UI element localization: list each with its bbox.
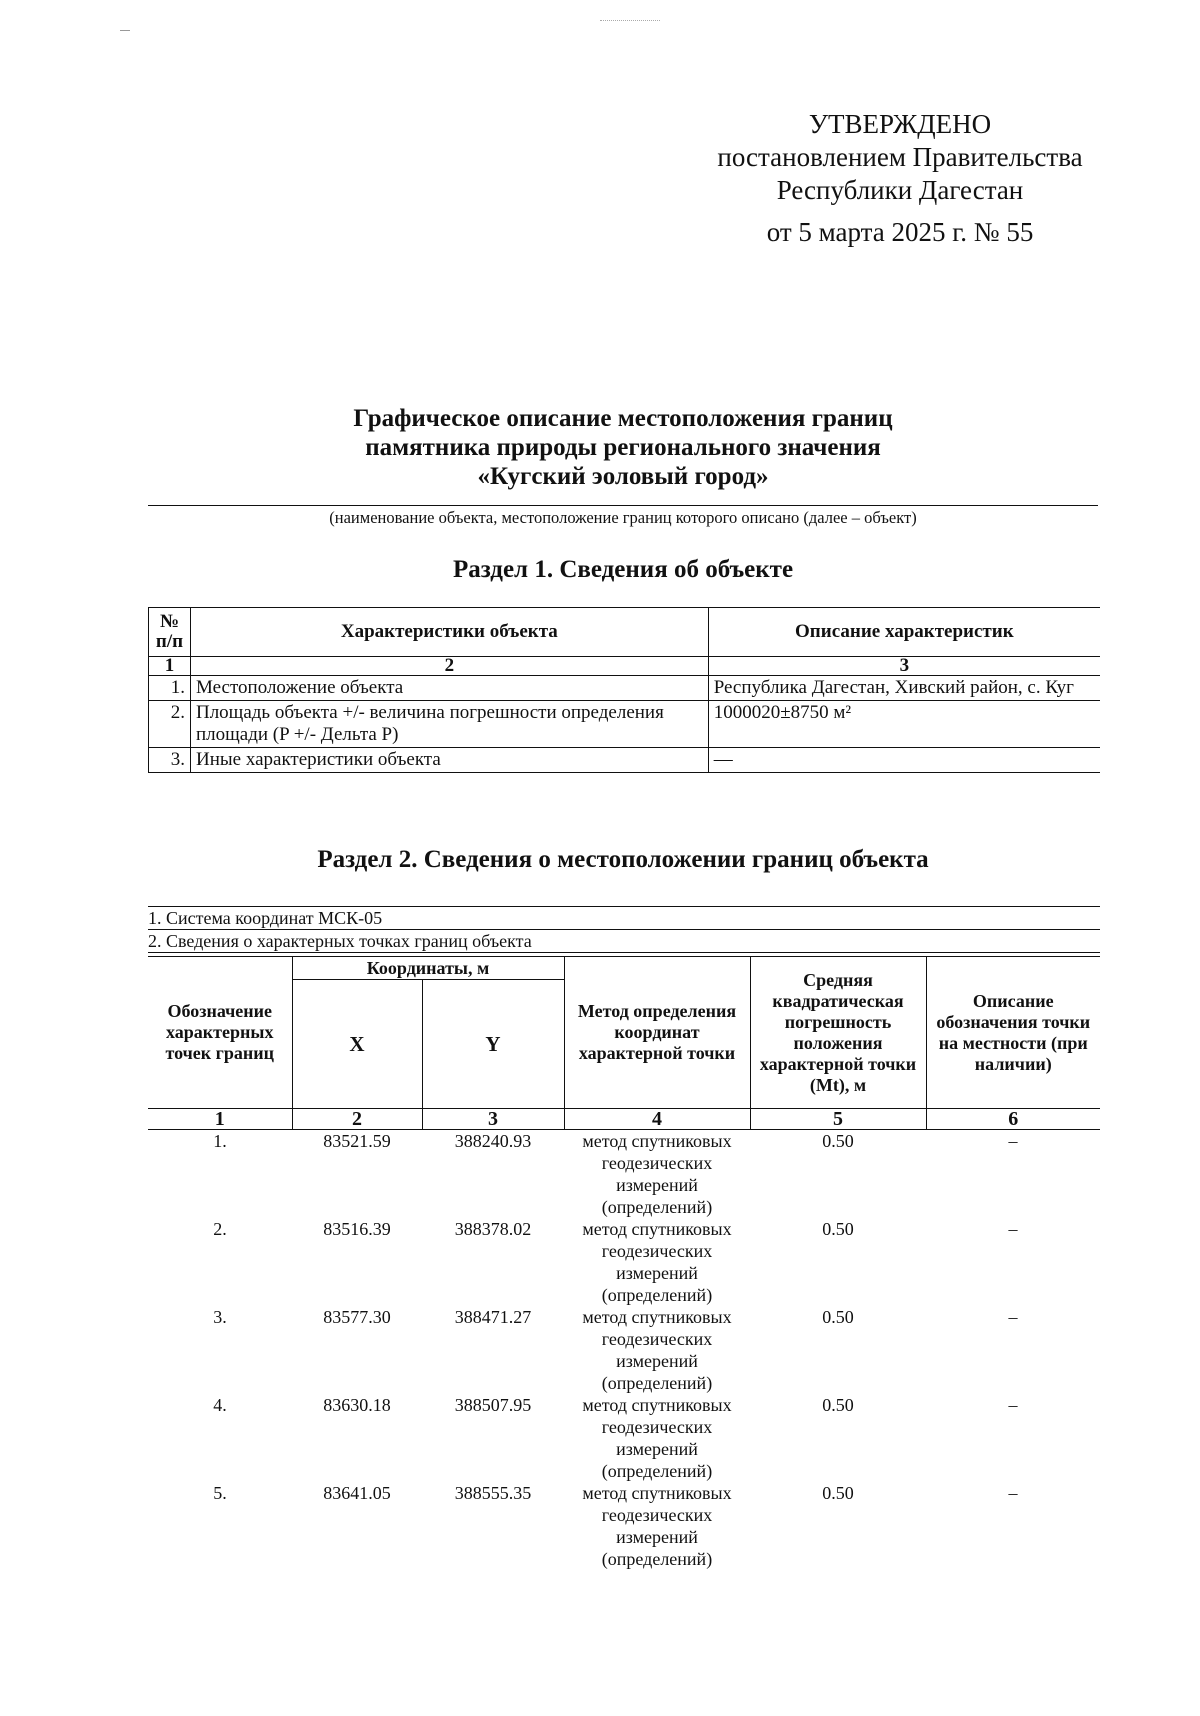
row-characteristic: Местоположение объекта <box>190 676 708 701</box>
index-cell: 5 <box>750 1109 926 1130</box>
point-id: 3. <box>213 1307 227 1327</box>
scan-mark <box>120 30 130 31</box>
point-description: – <box>1008 1395 1018 1415</box>
point-mt: 0.50 <box>822 1307 854 1327</box>
table-row <box>149 748 1101 773</box>
point-method: метод спутниковых геодезических измерений (определений) <box>582 1131 732 1217</box>
table-row <box>149 676 1101 701</box>
index-cell: 3 <box>708 657 1100 676</box>
decree-date: от 5 марта 2025 г. № 55 <box>766 217 1034 247</box>
point-mt: 0.50 <box>822 1219 854 1239</box>
table-row <box>148 1130 1100 1219</box>
points-title: 2. Сведения о характерных точках границ объекта <box>148 930 1100 953</box>
table-row <box>149 701 1101 748</box>
coordinate-system: 1. Система координат МСК-05 <box>148 906 1100 930</box>
row-characteristic: Иные характеристики объекта <box>190 748 708 773</box>
point-mt: 0.50 <box>822 1483 854 1503</box>
table-row <box>148 1306 1100 1394</box>
table-index-row <box>148 1109 1100 1130</box>
point-description: – <box>1008 1131 1018 1151</box>
approval-heading: УТВЕРЖДЕНО <box>808 109 992 139</box>
header-method: Метод определения координат характерной точки <box>564 957 750 1109</box>
title-underline <box>148 505 1098 506</box>
index-cell: 1 <box>148 1109 292 1130</box>
approval-stamp <box>680 108 1120 249</box>
header-y: Y <box>422 980 564 1109</box>
row-num: 3. <box>149 748 191 773</box>
point-description: – <box>1008 1219 1018 1239</box>
point-description: – <box>1008 1483 1018 1503</box>
point-y: 388378.02 <box>454 1219 532 1239</box>
point-mt: 0.50 <box>822 1395 854 1415</box>
index-cell: 2 <box>190 657 708 676</box>
header-characteristics: Характеристики объекта <box>190 608 708 657</box>
point-x: 83577.30 <box>323 1307 391 1327</box>
header-mt: Средняя квадратическая погрешность положения характерной точки (Mt), м <box>750 957 926 1109</box>
row-num: 1. <box>149 676 191 701</box>
header-coordinates: Координаты, м <box>292 957 564 980</box>
header-point-description: Описание обозначения точки на местности (при наличии) <box>926 957 1100 1109</box>
point-x: 83516.39 <box>323 1219 391 1239</box>
point-description: – <box>1008 1307 1018 1327</box>
point-id: 5. <box>213 1483 227 1503</box>
point-method: метод спутниковых геодезических измерений (определений) <box>582 1307 732 1393</box>
header-num: № п/п <box>149 608 191 657</box>
point-x: 83521.59 <box>323 1131 391 1151</box>
title-line: Графическое описание местоположения границ <box>353 405 893 432</box>
row-description: Республика Дагестан, Хивский район, с. Куг <box>708 676 1100 701</box>
table-header-row <box>148 957 1100 980</box>
title-line: памятника природы регионального значения <box>365 434 881 461</box>
header-x: X <box>292 980 422 1109</box>
row-characteristic: Площадь объекта +/- величина погрешности определения площади (P +/- Дельта P) <box>190 701 708 748</box>
header-designation: Обозначение характерных точек границ <box>148 957 292 1109</box>
point-method: метод спутниковых геодезических измерений (определений) <box>582 1483 732 1569</box>
point-method: метод спутниковых геодезических измерений (определений) <box>582 1219 732 1305</box>
approval-line: Республики Дагестан <box>776 175 1024 205</box>
title-caption: (наименование объекта, местоположение границ которого описано (далее – объект) <box>329 508 917 527</box>
row-description: 1000020±8750 м² <box>708 701 1100 748</box>
point-y: 388555.35 <box>454 1483 532 1503</box>
table-header-row <box>149 608 1101 657</box>
point-x: 83641.05 <box>323 1483 391 1503</box>
row-num: 2. <box>149 701 191 748</box>
index-cell: 6 <box>926 1109 1100 1130</box>
row-description: — <box>708 748 1100 773</box>
point-id: 4. <box>213 1395 227 1415</box>
header-description: Описание характеристик <box>708 608 1100 657</box>
point-mt: 0.50 <box>822 1131 854 1151</box>
index-cell: 2 <box>292 1109 422 1130</box>
point-y: 388471.27 <box>454 1307 532 1327</box>
approval-line: постановлением Правительства <box>717 142 1083 172</box>
point-y: 388240.93 <box>454 1131 532 1151</box>
point-x: 83630.18 <box>323 1395 391 1415</box>
index-cell: 3 <box>422 1109 564 1130</box>
section2-heading: Раздел 2. Сведения о местоположении границ объекта <box>317 846 929 873</box>
point-method: метод спутниковых геодезических измерений (определений) <box>582 1395 732 1481</box>
table-row <box>148 1218 1100 1306</box>
table-row <box>148 1482 1100 1570</box>
scan-mark <box>600 20 660 21</box>
point-y: 388507.95 <box>454 1395 532 1415</box>
point-id: 2. <box>213 1219 227 1239</box>
object-info-table <box>148 607 1100 773</box>
point-id: 1. <box>213 1131 227 1151</box>
object-name: «Кугский эоловый город» <box>477 463 769 490</box>
table-index-row <box>149 657 1101 676</box>
index-cell: 4 <box>564 1109 750 1130</box>
boundary-points-table <box>148 956 1100 1570</box>
table-row <box>148 1394 1100 1482</box>
document-title <box>148 404 1098 491</box>
section1-heading: Раздел 1. Сведения об объекте <box>452 556 794 583</box>
index-cell: 1 <box>149 657 191 676</box>
